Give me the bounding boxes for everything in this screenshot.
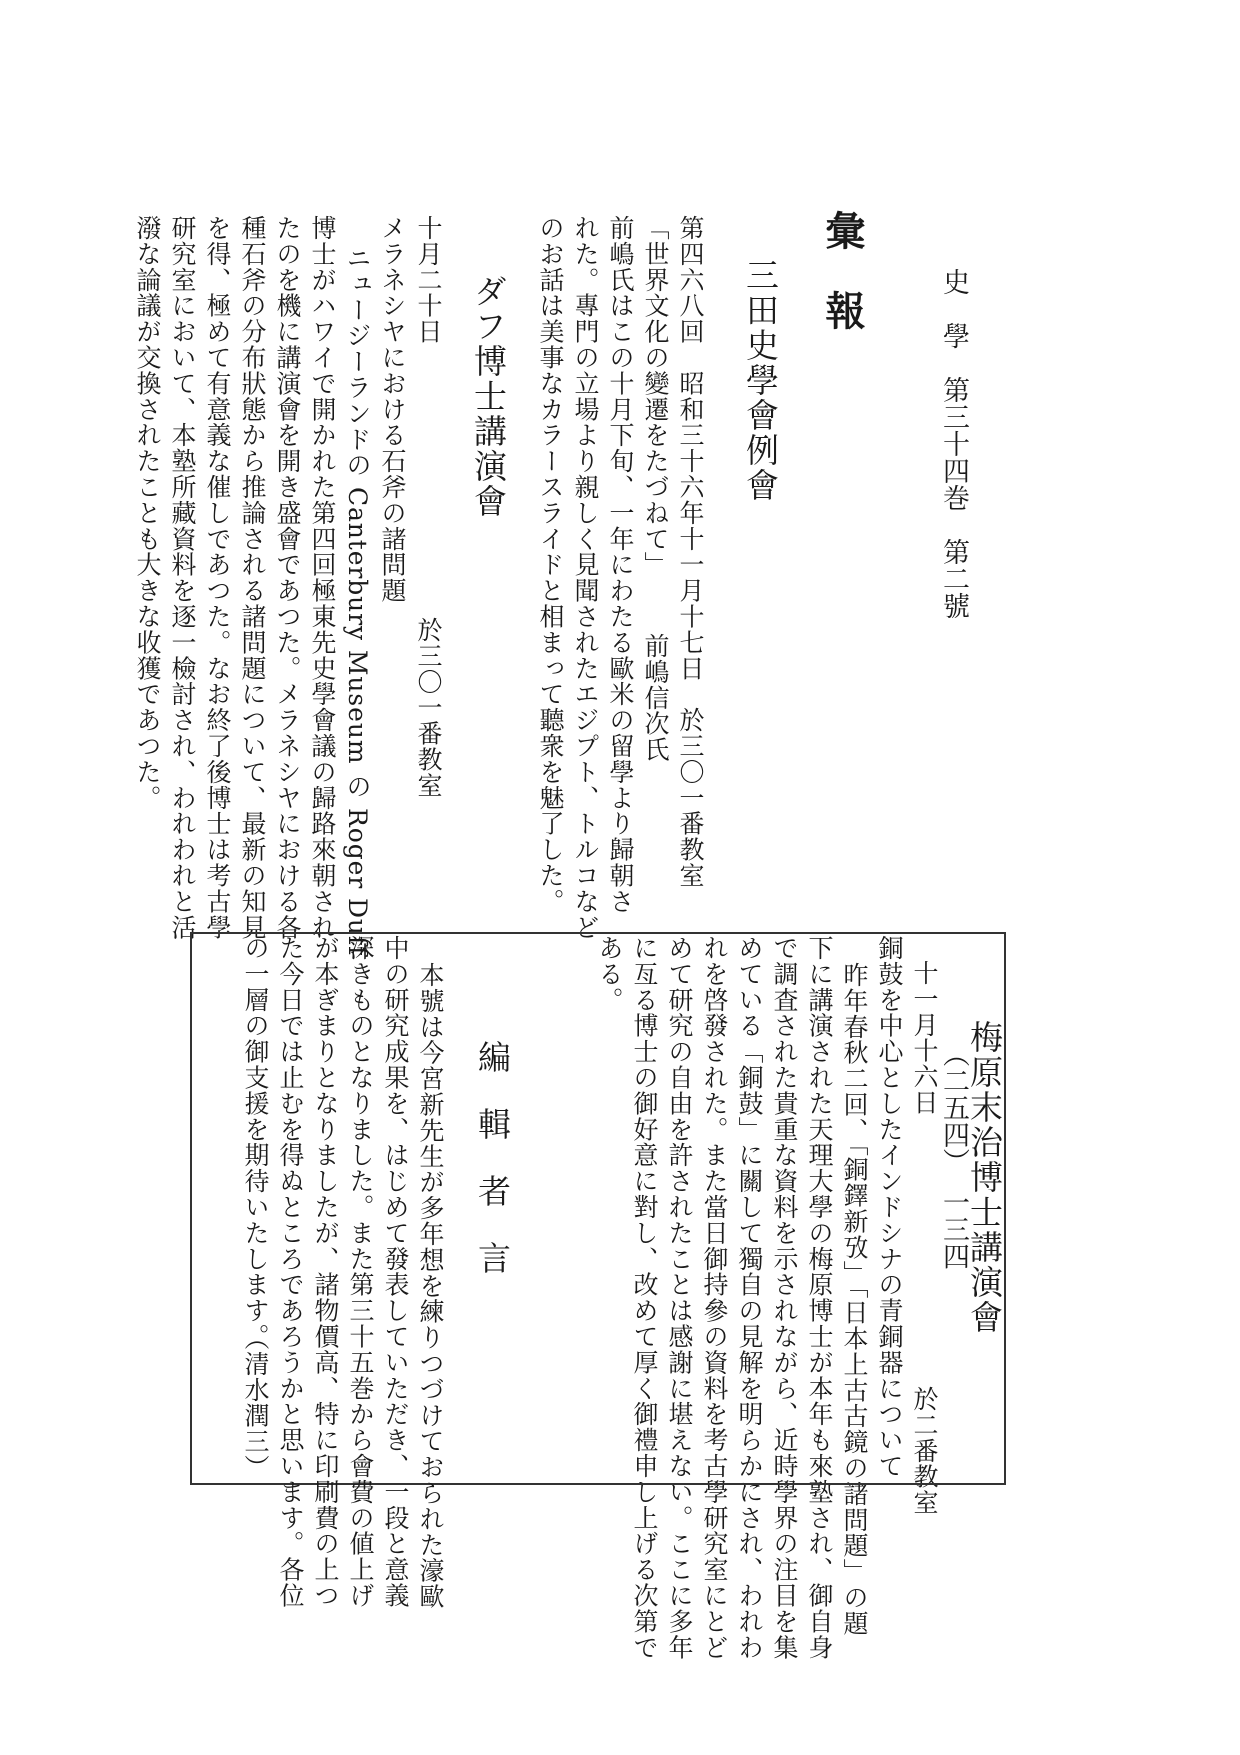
mita-meeting-speaker: 前嶋信次氏 xyxy=(641,633,670,763)
editors-note-body-line: が本ぎまりとなりましたが、諸物價高、特に印刷費の上つ xyxy=(311,935,340,1609)
mita-meeting-body-line: のお話は美事なカラースライドと相まって聽衆を魅了した。 xyxy=(536,215,565,915)
duff-lecture-body-line: ニュージーランドの Canterbury Museum の Roger Duff xyxy=(343,245,372,957)
mita-meeting-body-line: 前嶋氏はこの十月下旬、一年にわたる歐米の留學より歸朝さ xyxy=(606,215,635,915)
duff-lecture-body-line: 潑な論議が交換されたことも大きな收獲であつた。 xyxy=(133,215,162,811)
editors-note-body-line: 中の研究成果を、はじめて發表していただき、一段と意義 xyxy=(381,935,410,1609)
editors-note-heading: 編輯者言 xyxy=(473,1040,512,1308)
umehara-lecture-body-line: 下に講演された天理大學の梅原博士が本年も來塾され、御自身 xyxy=(805,935,834,1661)
umehara-lecture-body-line: で調査された貴重な資料を示されながら、近時學界の注目を集 xyxy=(770,935,799,1661)
editors-note-signature: （清水潤三） xyxy=(241,1325,270,1481)
editors-note-body-line: た今日では止むを得ぬところであろうかと思います。各位 xyxy=(276,935,305,1609)
mita-meeting-talk-title: 「世界文化の變遷をたづねて」 xyxy=(641,215,670,578)
duff-lecture-body-line: を得、極めて有意義な催しであつた。なお終了後博士は考古學 xyxy=(203,215,232,941)
umehara-lecture-body-line: めて研究の自由を許されたことは感謝に堪えない。ここに多年 xyxy=(665,935,694,1661)
umehara-lecture-body-line: めている「銅鼓」に關して獨自の見解を明らかにされ、われわ xyxy=(735,935,764,1661)
umehara-lecture-body-line: 昨年春秋二回、「銅鐸新攷」「日本上古古鏡の諸問題」の題 xyxy=(840,962,869,1637)
mita-meeting-body-line: れた。專門の立場より親しく見聞されたエジプト、トルコなど xyxy=(571,215,600,941)
duff-lecture-body-line: 研究室において、本塾所藏資料を逐一檢討され、われわれと活 xyxy=(168,215,197,941)
duff-lecture-room: 於三〇一番教室 xyxy=(414,617,443,799)
mita-meeting-session-line: 第四六八回 昭和三十六年十一月十七日 於三〇一番教室 xyxy=(676,215,705,889)
umehara-lecture-body-line: に亙る博士の御好意に對し、改めて厚く御禮申し上げる次第で xyxy=(630,935,659,1661)
duff-lecture-body-line: たのを機に講演會を開き盛會であつた。メラネシヤにおける各 xyxy=(273,215,302,941)
duff-lecture-body-line: 種石斧の分布狀態から推論される諸問題について、最新の知見 xyxy=(238,215,267,941)
editors-note-body-line: 深きものとなりました。また第三十五巻から會費の値上げ xyxy=(346,935,375,1609)
duff-lecture-body-line: 博士がハワイで開かれた第四回極東先史學會議の歸路來朝され xyxy=(308,215,337,941)
umehara-lecture-body-line: ある。 xyxy=(595,935,624,1013)
page-number: （二五四） 一三四 xyxy=(938,1040,969,1270)
umehara-lecture-heading: 梅原末治博士講演會 xyxy=(965,1020,1004,1335)
umehara-lecture-topic: 銅鼓を中心としたインドシナの青銅器について xyxy=(875,935,904,1479)
journal-header: 史 學 第三十四巻 第二號 xyxy=(938,268,969,619)
duff-lecture-heading: ダフ博士講演會 xyxy=(469,274,508,519)
editors-note-body-line: 本號は今宮新先生が多年想を練りつづけておられた濠歐 xyxy=(416,962,445,1610)
umehara-lecture-room: 於二番教室 xyxy=(910,1386,939,1516)
umehara-lecture-body-line: れを啓發された。また當日御持參の資料を考古學研究室にとど xyxy=(700,935,729,1661)
duff-lecture-date: 十月二十日 xyxy=(414,215,443,345)
mita-meeting-heading: 三田史學會例會 xyxy=(741,258,780,503)
duff-lecture-topic: メラネシヤにおける石斧の諸問題 xyxy=(378,215,407,604)
umehara-lecture-date: 十一月十六日 xyxy=(910,960,939,1116)
section-title: 彙報 xyxy=(819,210,866,370)
editors-note-body-line: の一層の御支援を期待いたします。 xyxy=(241,935,270,1350)
